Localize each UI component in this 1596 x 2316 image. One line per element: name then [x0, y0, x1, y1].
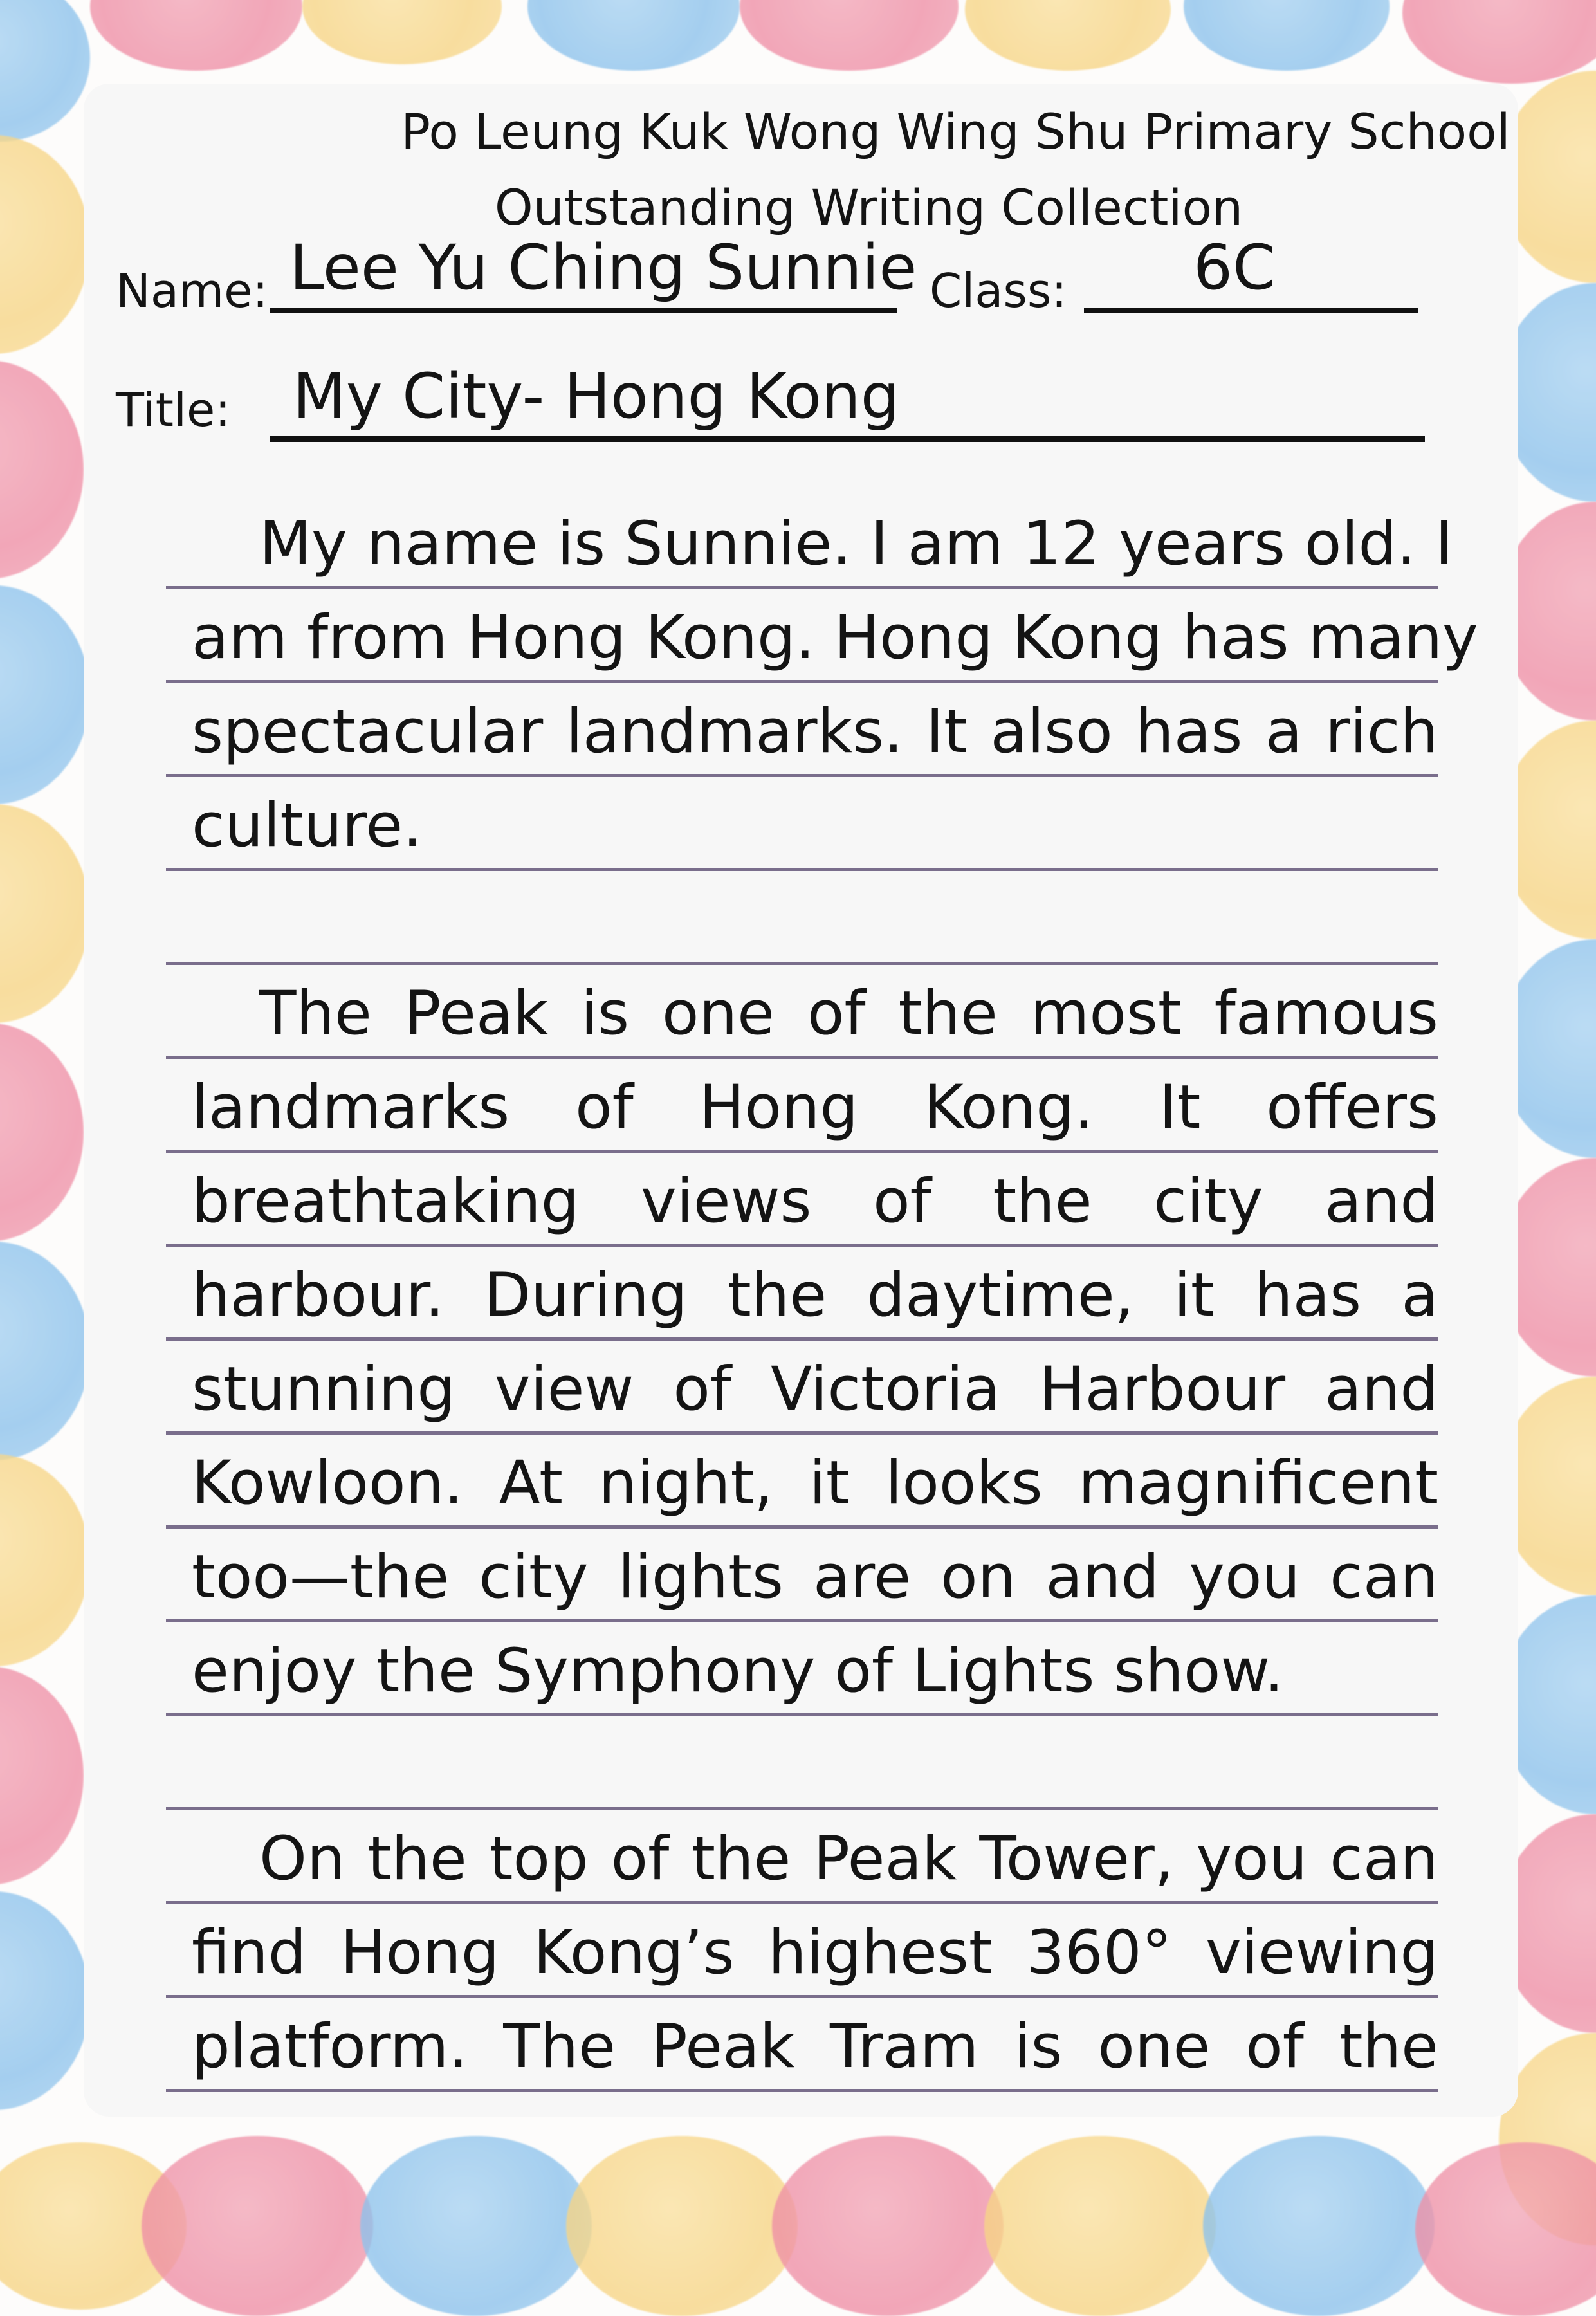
writing-line — [166, 871, 1438, 965]
line-text: landmarks of Hong Kong. It offers — [192, 1072, 1438, 1143]
writing-line — [166, 683, 1438, 777]
writing-line — [166, 1622, 1438, 1716]
writing-line — [166, 1810, 1438, 1904]
title-label: Title: — [116, 383, 231, 437]
writing-line — [166, 965, 1438, 1059]
writing-line — [166, 777, 1438, 871]
line-text: spectacular landmarks. It also has a rich — [192, 697, 1438, 767]
title-value: My City- Hong Kong — [293, 360, 900, 432]
writing-line — [166, 1059, 1438, 1153]
decorative-dot — [984, 2136, 1216, 2316]
writing-line — [166, 1153, 1438, 1247]
line-text: find Hong Kong’s highest 360° viewing — [192, 1918, 1438, 1988]
name-underline — [270, 308, 897, 313]
writing-line — [166, 1998, 1438, 2092]
decorative-dot — [0, 1666, 84, 1885]
line-text: platform. The Peak Tram is one of the — [192, 2012, 1438, 2082]
class-underline — [1084, 308, 1418, 313]
decorative-dot — [0, 804, 90, 1023]
decorative-dot — [0, 360, 84, 579]
decorative-dot — [1184, 0, 1390, 71]
school-name: Po Leung Kuk Wong Wing Shu Primary School — [401, 103, 1510, 160]
line-text: culture. — [192, 791, 423, 861]
decorative-dot — [0, 1242, 90, 1460]
line-text: too—the city lights are on and you can — [192, 1542, 1438, 1612]
decorative-dot — [527, 0, 740, 71]
line-text: am from Hong Kong. Hong Kong has many — [192, 603, 1478, 673]
name-value: Lee Yu Ching Sunnie — [289, 232, 917, 304]
decorative-dot — [1203, 2136, 1435, 2316]
decorative-dot — [360, 2136, 592, 2316]
line-text: The Peak is one of the most famous — [259, 979, 1438, 1049]
decorative-dot — [0, 585, 90, 804]
decorative-dot — [0, 1454, 90, 1666]
decorative-dot — [740, 0, 959, 71]
line-text: My name is Sunnie. I am 12 years old. I — [259, 509, 1453, 579]
decorative-dot — [302, 0, 502, 64]
line-text: stunning view of Victoria Harbour and — [192, 1354, 1438, 1424]
writing-line — [166, 1247, 1438, 1341]
collection-title: Outstanding Writing Collection — [494, 179, 1243, 236]
writing-line — [166, 1435, 1438, 1529]
decorative-dot — [0, 135, 90, 354]
decorative-dot — [0, 1023, 84, 1242]
line-text: On the top of the Peak Tower, you can — [259, 1824, 1438, 1894]
decorative-dot — [1402, 0, 1596, 84]
decorative-dot — [0, 1891, 90, 2110]
writing-line — [166, 1529, 1438, 1622]
decorative-dot — [566, 2136, 798, 2316]
decorative-dot — [1415, 2142, 1596, 2316]
writing-line — [166, 1716, 1438, 1810]
decorative-dot — [90, 0, 302, 71]
class-label: Class: — [930, 264, 1067, 318]
writing-line — [166, 1904, 1438, 1998]
line-text: breathtaking views of the city and — [192, 1166, 1438, 1236]
title-underline — [270, 436, 1425, 442]
writing-line — [166, 1341, 1438, 1435]
class-value: 6C — [1193, 232, 1276, 304]
line-text: harbour. During the daytime, it has a — [192, 1260, 1438, 1330]
line-text: Kowloon. At night, it looks magnificent — [192, 1448, 1438, 1518]
name-label: Name: — [116, 264, 268, 318]
writing-line — [166, 495, 1453, 589]
decorative-dot — [772, 2136, 1004, 2316]
decorative-dot — [965, 0, 1171, 71]
decorative-dot — [0, 0, 90, 142]
line-text: enjoy the Symphony of Lights show. — [192, 1636, 1284, 1706]
writing-line — [166, 589, 1478, 683]
decorative-dot — [142, 2136, 373, 2316]
